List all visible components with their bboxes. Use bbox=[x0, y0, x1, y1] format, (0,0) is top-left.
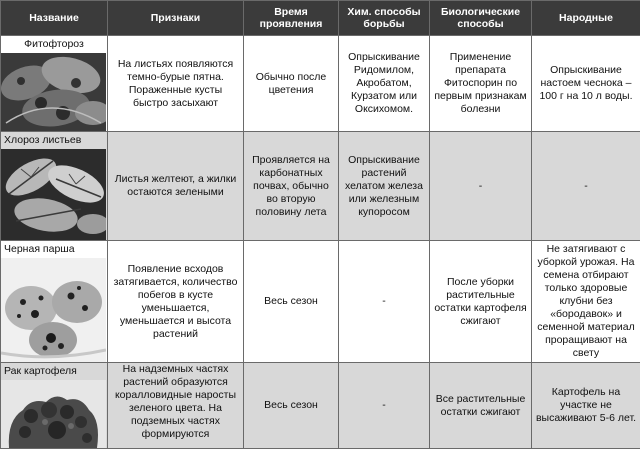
row-chem: - bbox=[339, 241, 430, 363]
row-chem: - bbox=[339, 363, 430, 449]
table-row bbox=[1, 36, 640, 132]
potato-wart-photo-image bbox=[1, 380, 106, 448]
header-signs: Признаки bbox=[108, 1, 244, 36]
header-bio: Биологические способы bbox=[430, 1, 532, 36]
potato-photo-image bbox=[1, 258, 106, 362]
table-row bbox=[1, 241, 640, 363]
row-time: Весь сезон bbox=[244, 241, 339, 363]
row-name: Черная парша bbox=[1, 241, 107, 258]
row-folk: Не затягивают с уборкой урожая. На семена отбирают только здоровые клубни без «бородавок» и семенной материал проращивают на свету bbox=[532, 241, 640, 363]
row-signs: Появление всходов затягивается, количество побегов в кусте уменьшается, уменьшается и высота растений bbox=[108, 241, 244, 363]
row-time: Проявляется на карбонатных почвах, обычно во вторую половину лета bbox=[244, 132, 339, 241]
row-folk: Опрыскивание настоем чеснока – 100 г на 10 л воды. bbox=[532, 36, 640, 132]
row-chem: Опрыскивание растений хелатом железа или железным купоросом bbox=[339, 132, 430, 241]
row-bio: После уборки растительные остатки картофеля сжигают bbox=[430, 241, 532, 363]
row-folk: - bbox=[532, 132, 640, 241]
row-name-cell bbox=[1, 36, 108, 132]
row-bio: Применение препарата Фитоспорин по первым признакам болезни bbox=[430, 36, 532, 132]
row-bio: Все растительные остатки сжигают bbox=[430, 363, 532, 449]
row-bio: - bbox=[430, 132, 532, 241]
row-time: Весь сезон bbox=[244, 363, 339, 449]
table-row bbox=[1, 132, 640, 241]
table-row bbox=[1, 363, 640, 449]
row-name: Фитофтороз bbox=[1, 36, 107, 53]
header-time: Время проявления bbox=[244, 1, 339, 36]
header-folk: Народные bbox=[532, 1, 640, 36]
row-name-cell bbox=[1, 241, 108, 363]
row-folk: Картофель на участке не высаживают 5-6 лет. bbox=[532, 363, 640, 449]
header-chem: Хим. способы борьбы bbox=[339, 1, 430, 36]
row-name-cell bbox=[1, 363, 108, 449]
row-signs: На надземных частях растений образуются коралловидные наросты зеленого цвета. На подземных частях формируются bbox=[108, 363, 244, 449]
header-name: Название bbox=[1, 1, 108, 36]
leaf-photo-image bbox=[1, 149, 106, 240]
row-time: Обычно после цветения bbox=[244, 36, 339, 132]
row-chem: Опрыскивание Ридомилом, Акробатом, Курзатом или Оксихомом. bbox=[339, 36, 430, 132]
row-name: Хлороз листьев bbox=[1, 132, 107, 149]
row-signs: На листьях появляются темно-бурые пятна. Пораженные кусты быстро засыхают bbox=[108, 36, 244, 132]
row-name-cell bbox=[1, 132, 108, 241]
header-row bbox=[1, 1, 640, 36]
row-name: Рак картофеля bbox=[1, 363, 107, 380]
row-signs: Листья желтеют, а жилки остаются зелеными bbox=[108, 132, 244, 241]
leaf-photo-image bbox=[1, 53, 106, 131]
